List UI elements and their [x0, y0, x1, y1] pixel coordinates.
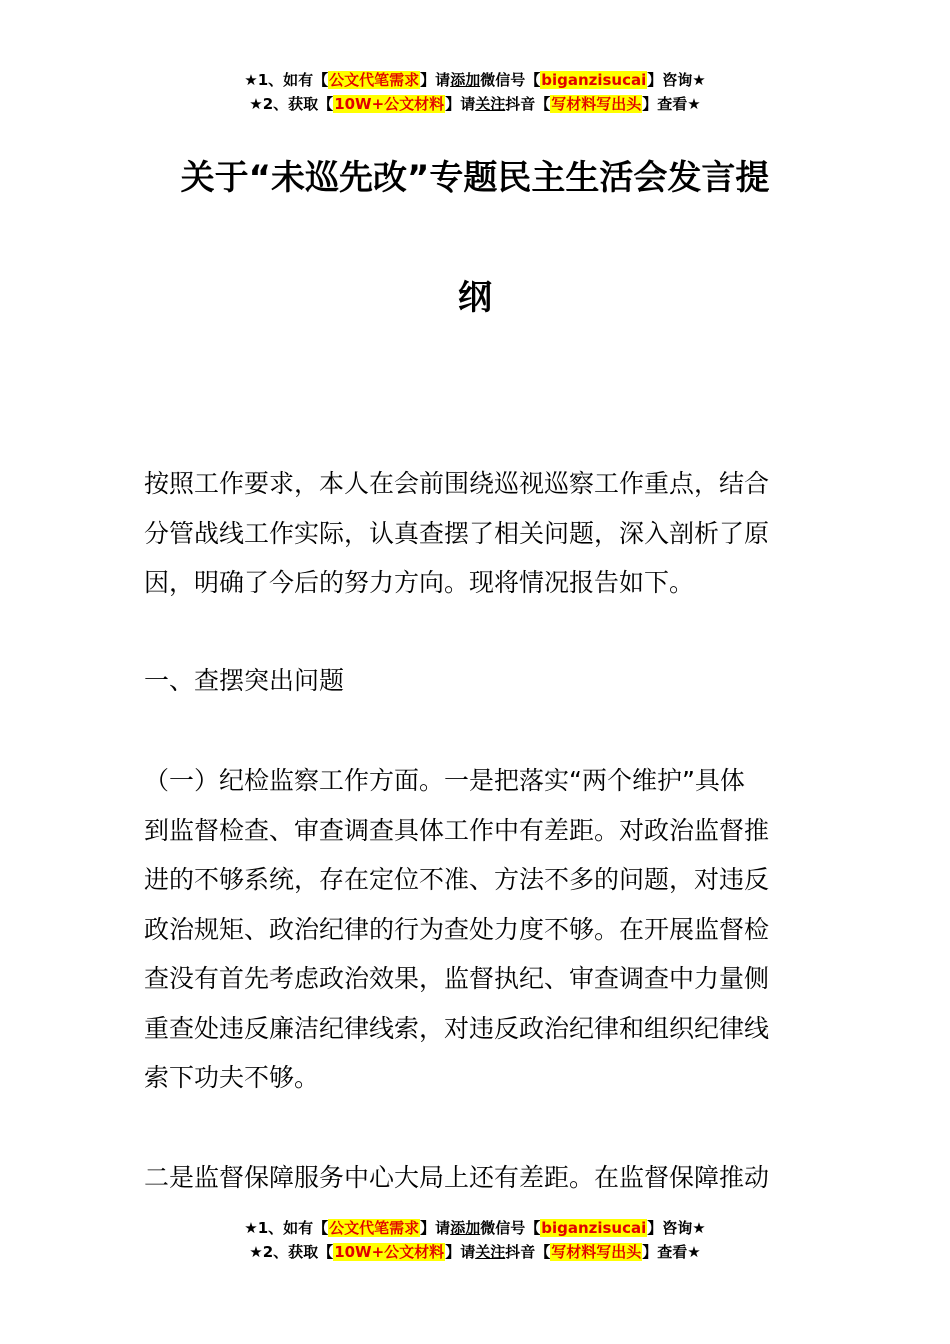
banner-highlight: 写材料写出头	[551, 95, 642, 113]
paragraph-line: 查没有首先考虑政治效果，监督执纪、审查调查中力量侧	[144, 964, 770, 993]
banner-underline: 关注	[475, 95, 506, 113]
banner-text: 】咨询★	[647, 71, 706, 89]
banner-highlight: 公文代笔需求	[329, 71, 420, 89]
banner-text: 】请	[445, 95, 476, 113]
paragraph-line: 政治规矩、政治纪律的行为查处力度不够。在开展监督检	[144, 914, 770, 944]
paragraph-line: 二是监督保障服务中心大局上还有差距。在监督保障推动	[144, 1163, 770, 1192]
banner-text: ★2、获取【	[249, 95, 334, 113]
banner-text: 】查看★	[642, 1243, 701, 1261]
document-title: 关于“未巡先改”专题民主生活会发言提	[180, 158, 770, 198]
banner-line-1	[0, 1216, 950, 1240]
banner-text: ★1、如有【	[244, 1219, 329, 1237]
paragraph-line: 分管战线工作实际，认真查摆了相关问题，深入剖析了原	[144, 518, 770, 548]
banner-underline: 添加	[450, 71, 481, 89]
banner-text: 】请	[420, 1219, 451, 1237]
header-banner	[0, 68, 950, 116]
banner-highlight: biganzisucai	[541, 71, 647, 89]
banner-highlight: 10W+公文材料	[334, 95, 445, 113]
banner-highlight: 写材料写出头	[551, 1243, 642, 1261]
paragraph-line: 索下功夫不够。	[144, 1063, 320, 1092]
paragraph-line: 进的不够系统，存在定位不准、方法不多的问题，对违反	[144, 865, 770, 894]
banner-text: 微信号【	[480, 1219, 541, 1237]
banner-text: ★2、获取【	[249, 1243, 334, 1261]
banner-text: 微信号【	[480, 71, 541, 89]
banner-line-1	[0, 68, 950, 92]
banner-line-2	[0, 92, 950, 116]
section-heading	[144, 656, 808, 706]
banner-text: ★1、如有【	[244, 71, 329, 89]
paragraph-line: 因，明确了今后的努力方向。现将情况报告如下。	[144, 568, 695, 597]
intro-paragraph	[144, 459, 808, 608]
section-heading-text: 一、查摆突出问题	[144, 666, 345, 695]
banner-highlight: 10W+公文材料	[334, 1243, 445, 1261]
banner-underline: 关注	[475, 1243, 506, 1261]
banner-text: 】请	[445, 1243, 476, 1261]
paragraph-line: 重查处违反廉洁纪律线索，对违反政治纪律和组织纪律线	[144, 1013, 770, 1043]
banner-text: 】请	[420, 71, 451, 89]
item-two-paragraph	[144, 1153, 808, 1203]
banner-text: 抖音【	[505, 95, 551, 113]
banner-line-2	[0, 1240, 950, 1264]
paragraph-line: 按照工作要求，本人在会前围绕巡视巡察工作重点，结合	[144, 469, 770, 498]
document-title-continued: 纲	[458, 278, 492, 318]
banner-highlight: 公文代笔需求	[329, 1219, 420, 1237]
footer-banner	[0, 1216, 950, 1264]
banner-highlight: biganzisucai	[541, 1219, 647, 1237]
banner-text: 抖音【	[505, 1243, 551, 1261]
banner-text: 】查看★	[642, 95, 701, 113]
paragraph-line: 到监督检查、审查调查具体工作中有差距。对政治监督推	[144, 815, 770, 845]
paragraph-line: （一）纪检监察工作方面。一是把落实“两个维护”具体	[144, 766, 745, 795]
banner-text: 】咨询★	[647, 1219, 706, 1237]
item-one-paragraph	[144, 756, 808, 1103]
banner-underline: 添加	[450, 1219, 481, 1237]
